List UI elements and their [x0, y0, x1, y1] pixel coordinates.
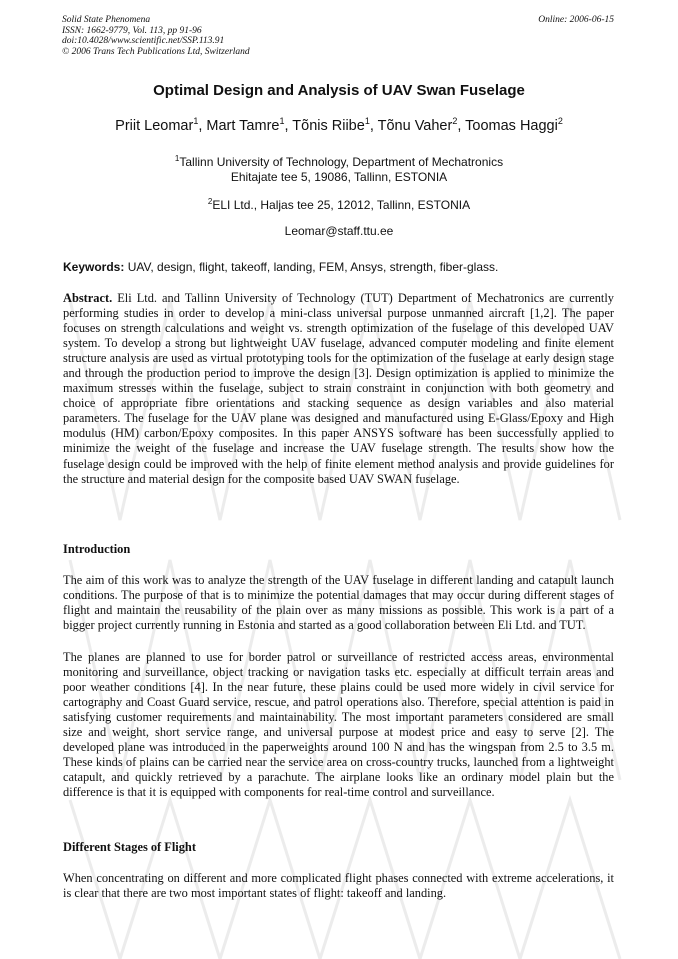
- affil-1-line1: Tallinn University of Technology, Department of Mechatronics: [179, 155, 504, 169]
- affiliation-2: [0, 194, 678, 213]
- copyright-line: © 2006 Trans Tech Publications Ltd, Switzerland: [62, 46, 250, 57]
- author-affil-mark: 1: [279, 116, 285, 126]
- author-affil-mark: 2: [452, 116, 458, 126]
- online-date: Online: 2006-06-15: [538, 15, 614, 25]
- author-affil-mark: 1: [364, 116, 370, 126]
- issn-line: ISSN: 1662-9779, Vol. 113, pp 91-96: [62, 25, 202, 36]
- section-heading-introduction: Introduction: [63, 542, 131, 556]
- keywords: [63, 260, 615, 274]
- intro-paragraph-2: The planes are planned to use for border patrol or surveillance of restricted access areas, environmental monitoring and surveillance, object tracking or navigation tasks etc. especially at difficult terrain areas and poor weather conditions [4]. In the near future, these plains could be used more widely in civil service for cartography and Coast Guard service, rescue, and patrol operations also. Therefore, special attention is paid in satisfying customer requirements and maintainability. The most important parameters considered are small size and weight, short service range, and universal purpose at modest price and easy to serve [2]. The developed plane was introduced in the paperweights around 100 N and has the wingspan from 2.5 to 3.5 m. These kinds of plains can be carried near the service area on cross-country trucks, launched from a lightweight catapult, and quickly retrieved by a parachute. The airplane looks like an ordinary model plain but the difference is that it is equipped with components for real-time control and surveillance.: [63, 650, 614, 800]
- author-affil-mark: 2: [557, 116, 563, 126]
- intro-paragraph-1: The aim of this work was to analyze the strength of the UAV fuselage in different landing and catapult launch conditions. The purpose of that is to minimize the potential damages that may occur during different stages of flight and maintain the reusability of the plain over as many missions as possible. This work is a part of a bigger project currently running in Estonia and started as a good collaboration between Eli Ltd. and TUT.: [63, 573, 614, 633]
- author-name: Mart Tamre: [206, 117, 280, 134]
- keywords-label: Keywords:: [63, 260, 125, 274]
- affil-1-line2: Ehitajate tee 5, 19086, Tallinn, ESTONIA: [230, 170, 448, 184]
- author-name: Tõnu Vaher: [377, 117, 453, 134]
- journal-info: [62, 15, 250, 57]
- affil-1-mark: 1: [174, 154, 180, 163]
- author-name: Tõnis Riibe: [292, 117, 365, 134]
- journal-name: Solid State Phenomena: [62, 15, 151, 25]
- affiliation-1: [0, 151, 678, 185]
- author-name: Priit Leomar: [115, 117, 194, 134]
- abstract-text: Eli Ltd. and Tallinn University of Technology (TUT) Department of Mechatronics are currently performing studies in order to develop a mini-class universal purpose unmanned aircraft [1,2]. The paper focuses on strength calculations and weight vs. strength optimization of the fuselage of this developed UAV system. To develop a strong but lightweight UAV fuselage, advanced computer modeling and finite element structure analysis are used as virtual prototyping tools for the optimization of the fuselage at early design stage and through the production period to improve the design [3]. Design optimization is applied to minimize the maximum stresses within the fuselage, subject to strain constraint in conjunction with both geometry and choice of appropriate fibre orientations and stacking sequence as design variables and also material parameters. The fuselage for the UAV plane was designed and manufactured using E-Glass/Epoxy and High modulus (HM) carbon/Epoxy composites. In this paper ANSYS software has been successfully applied to minimize the weight of the fuselage and increase the UAV fuselage strength. The results show how the fuselage design could be improved with the help of finite element method analysis and provide guidelines for the structure and material design for the composite based UAV SWAN fuselage.: [63, 291, 614, 486]
- contact-email: Leomar@staff.ttu.ee: [284, 224, 394, 238]
- abstract: [63, 291, 614, 487]
- affil-2-mark: 2: [207, 197, 213, 206]
- affil-2-line1: ELI Ltd., Haljas tee 25, 12012, Tallinn, ESTONIA: [212, 198, 471, 212]
- author-list: Priit Leomar$^1$, Mart Tamre$^1$, Tõnis Riibe$^1$, Tõnu Vaher$^2$, Toomas Haggi$^2$: [115, 116, 563, 134]
- section-heading-flight-stages: Different Stages of Flight: [63, 840, 196, 854]
- stages-paragraph-1: When concentrating on different and more complicated flight phases connected with extreme accelerations, it is clear that there are two most important states of flight: takeoff and landing.: [63, 871, 614, 901]
- author-name: Toomas Haggi: [465, 117, 558, 134]
- doi-line: doi:10.4028/www.scientific.net/SSP.113.91: [62, 36, 225, 46]
- keywords-text: UAV, design, flight, takeoff, landing, FEM, Ansys, strength, fiber-glass.: [124, 260, 499, 274]
- abstract-label: Abstract.: [63, 291, 113, 305]
- author-affil-mark: 1: [193, 116, 199, 126]
- paper-title: Optimal Design and Analysis of UAV Swan Fuselage: [153, 82, 525, 99]
